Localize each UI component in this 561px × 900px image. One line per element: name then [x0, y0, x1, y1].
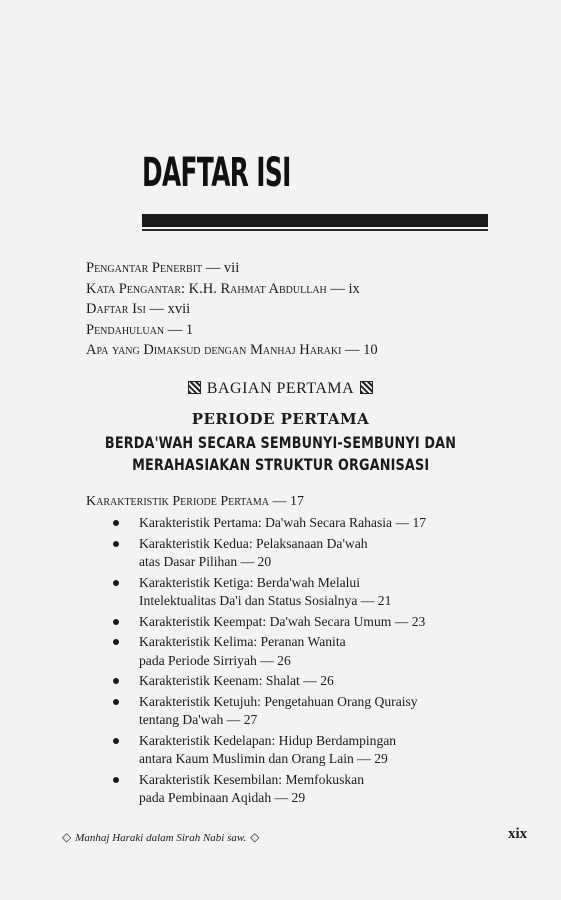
toc-entry[interactable]: Daftar Isi — xvii: [86, 301, 191, 317]
toc-entry[interactable]: Karakteristik Periode Pertama — 17: [86, 494, 304, 509]
toc-entry-page: 10: [363, 342, 378, 358]
ornament-box-icon: [360, 381, 373, 394]
part-heading-label: BAGIAN PERTAMA: [206, 380, 355, 397]
toc-entry[interactable]: Pengantar Penerbit — vii: [86, 260, 240, 276]
period-subtitle-line-2: MERAHASIAKAN STRUKTUR ORGANISASI: [131, 455, 430, 474]
bullet-icon: [113, 699, 119, 705]
toc-entry-label: Daftar Isi: [86, 301, 146, 317]
diamond-icon: ◇: [250, 830, 260, 844]
bullet-icon: [113, 619, 119, 625]
list-item[interactable]: Karakteristik Pertama: Da'wah Secara Rahasia — 17: [113, 514, 473, 533]
toc-entry-page: 1: [185, 321, 194, 338]
page-title: DAFTAR ISI: [142, 150, 291, 196]
toc-entry[interactable]: Apa yang Dimaksud dengan Manhaj Haraki — 10: [86, 342, 378, 358]
bullet-icon: [113, 541, 119, 547]
toc-entry-page: xvii: [167, 301, 191, 317]
running-footer: [58, 830, 263, 845]
bullet-icon: [113, 520, 119, 526]
list-item[interactable]: Karakteristik Kedua: Pelaksanaan Da'wah atas Dasar Pilihan — 20: [113, 535, 473, 572]
list-item[interactable]: Karakteristik Keenam: Shalat — 26: [113, 672, 473, 691]
toc-entry-label: Karakteristik Periode Pertama: [86, 494, 269, 509]
front-matter-list: [86, 258, 506, 361]
ornament-box-icon: [188, 381, 201, 394]
toc-entry-page: vii: [223, 260, 240, 276]
period-subtitle-line-1: BERDA'WAH SECARA SEMBUNYI-SEMBUNYI DAN: [104, 433, 457, 452]
footer-text: Manhaj Haraki dalam Sirah Nabi saw.: [75, 832, 247, 844]
list-item[interactable]: Karakteristik Ketiga: Berda'wah Melalui Intelektualitas Da'i dan Status Sosialnya — 21: [113, 574, 473, 611]
list-item[interactable]: Karakteristik Kelima: Peranan Wanita pada Periode Sirriyah — 26: [113, 633, 473, 670]
bullet-icon: [113, 580, 119, 586]
page-number: xix: [508, 826, 528, 842]
toc-entry-page: ix: [348, 280, 360, 297]
list-item[interactable]: Karakteristik Kedelapan: Hidup Berdampingan antara Kaum Muslimin dan Orang Lain — 29: [113, 732, 473, 769]
list-item[interactable]: Karakteristik Kesembilan: Memfokuskan pada Pembinaan Aqidah — 29: [113, 771, 473, 808]
bullet-icon: [113, 738, 119, 744]
characteristics-list: [113, 514, 473, 810]
diamond-icon: ◇: [62, 830, 72, 844]
list-item[interactable]: Karakteristik Ketujuh: Pengetahuan Orang Quraisy tentang Da'wah — 27: [113, 693, 473, 730]
title-underline-thick: [142, 214, 488, 227]
toc-entry-label: Pengantar Penerbit: [86, 260, 203, 276]
toc-entry-label: Kata Pengantar: K.H. Rahmat Abdullah: [86, 280, 327, 297]
toc-entry-label: Pendahuluan: [86, 321, 165, 338]
bullet-icon: [113, 639, 119, 645]
toc-entry[interactable]: Kata Pengantar: K.H. Rahmat Abdullah — ix: [86, 280, 360, 297]
bullet-icon: [113, 777, 119, 783]
toc-entry-page: 17: [289, 494, 304, 509]
toc-entry[interactable]: Pendahuluan — 1: [86, 321, 194, 338]
period-title: PERIODE PERTAMA: [191, 410, 370, 428]
title-underline-thin: [142, 229, 488, 231]
toc-entry-label: Apa yang Dimaksud dengan Manhaj Haraki: [86, 342, 342, 358]
period-subtitle: [0, 432, 561, 476]
bullet-icon: [113, 678, 119, 684]
part-heading: [0, 380, 561, 398]
list-item[interactable]: Karakteristik Keempat: Da'wah Secara Umum — 23: [113, 613, 473, 632]
